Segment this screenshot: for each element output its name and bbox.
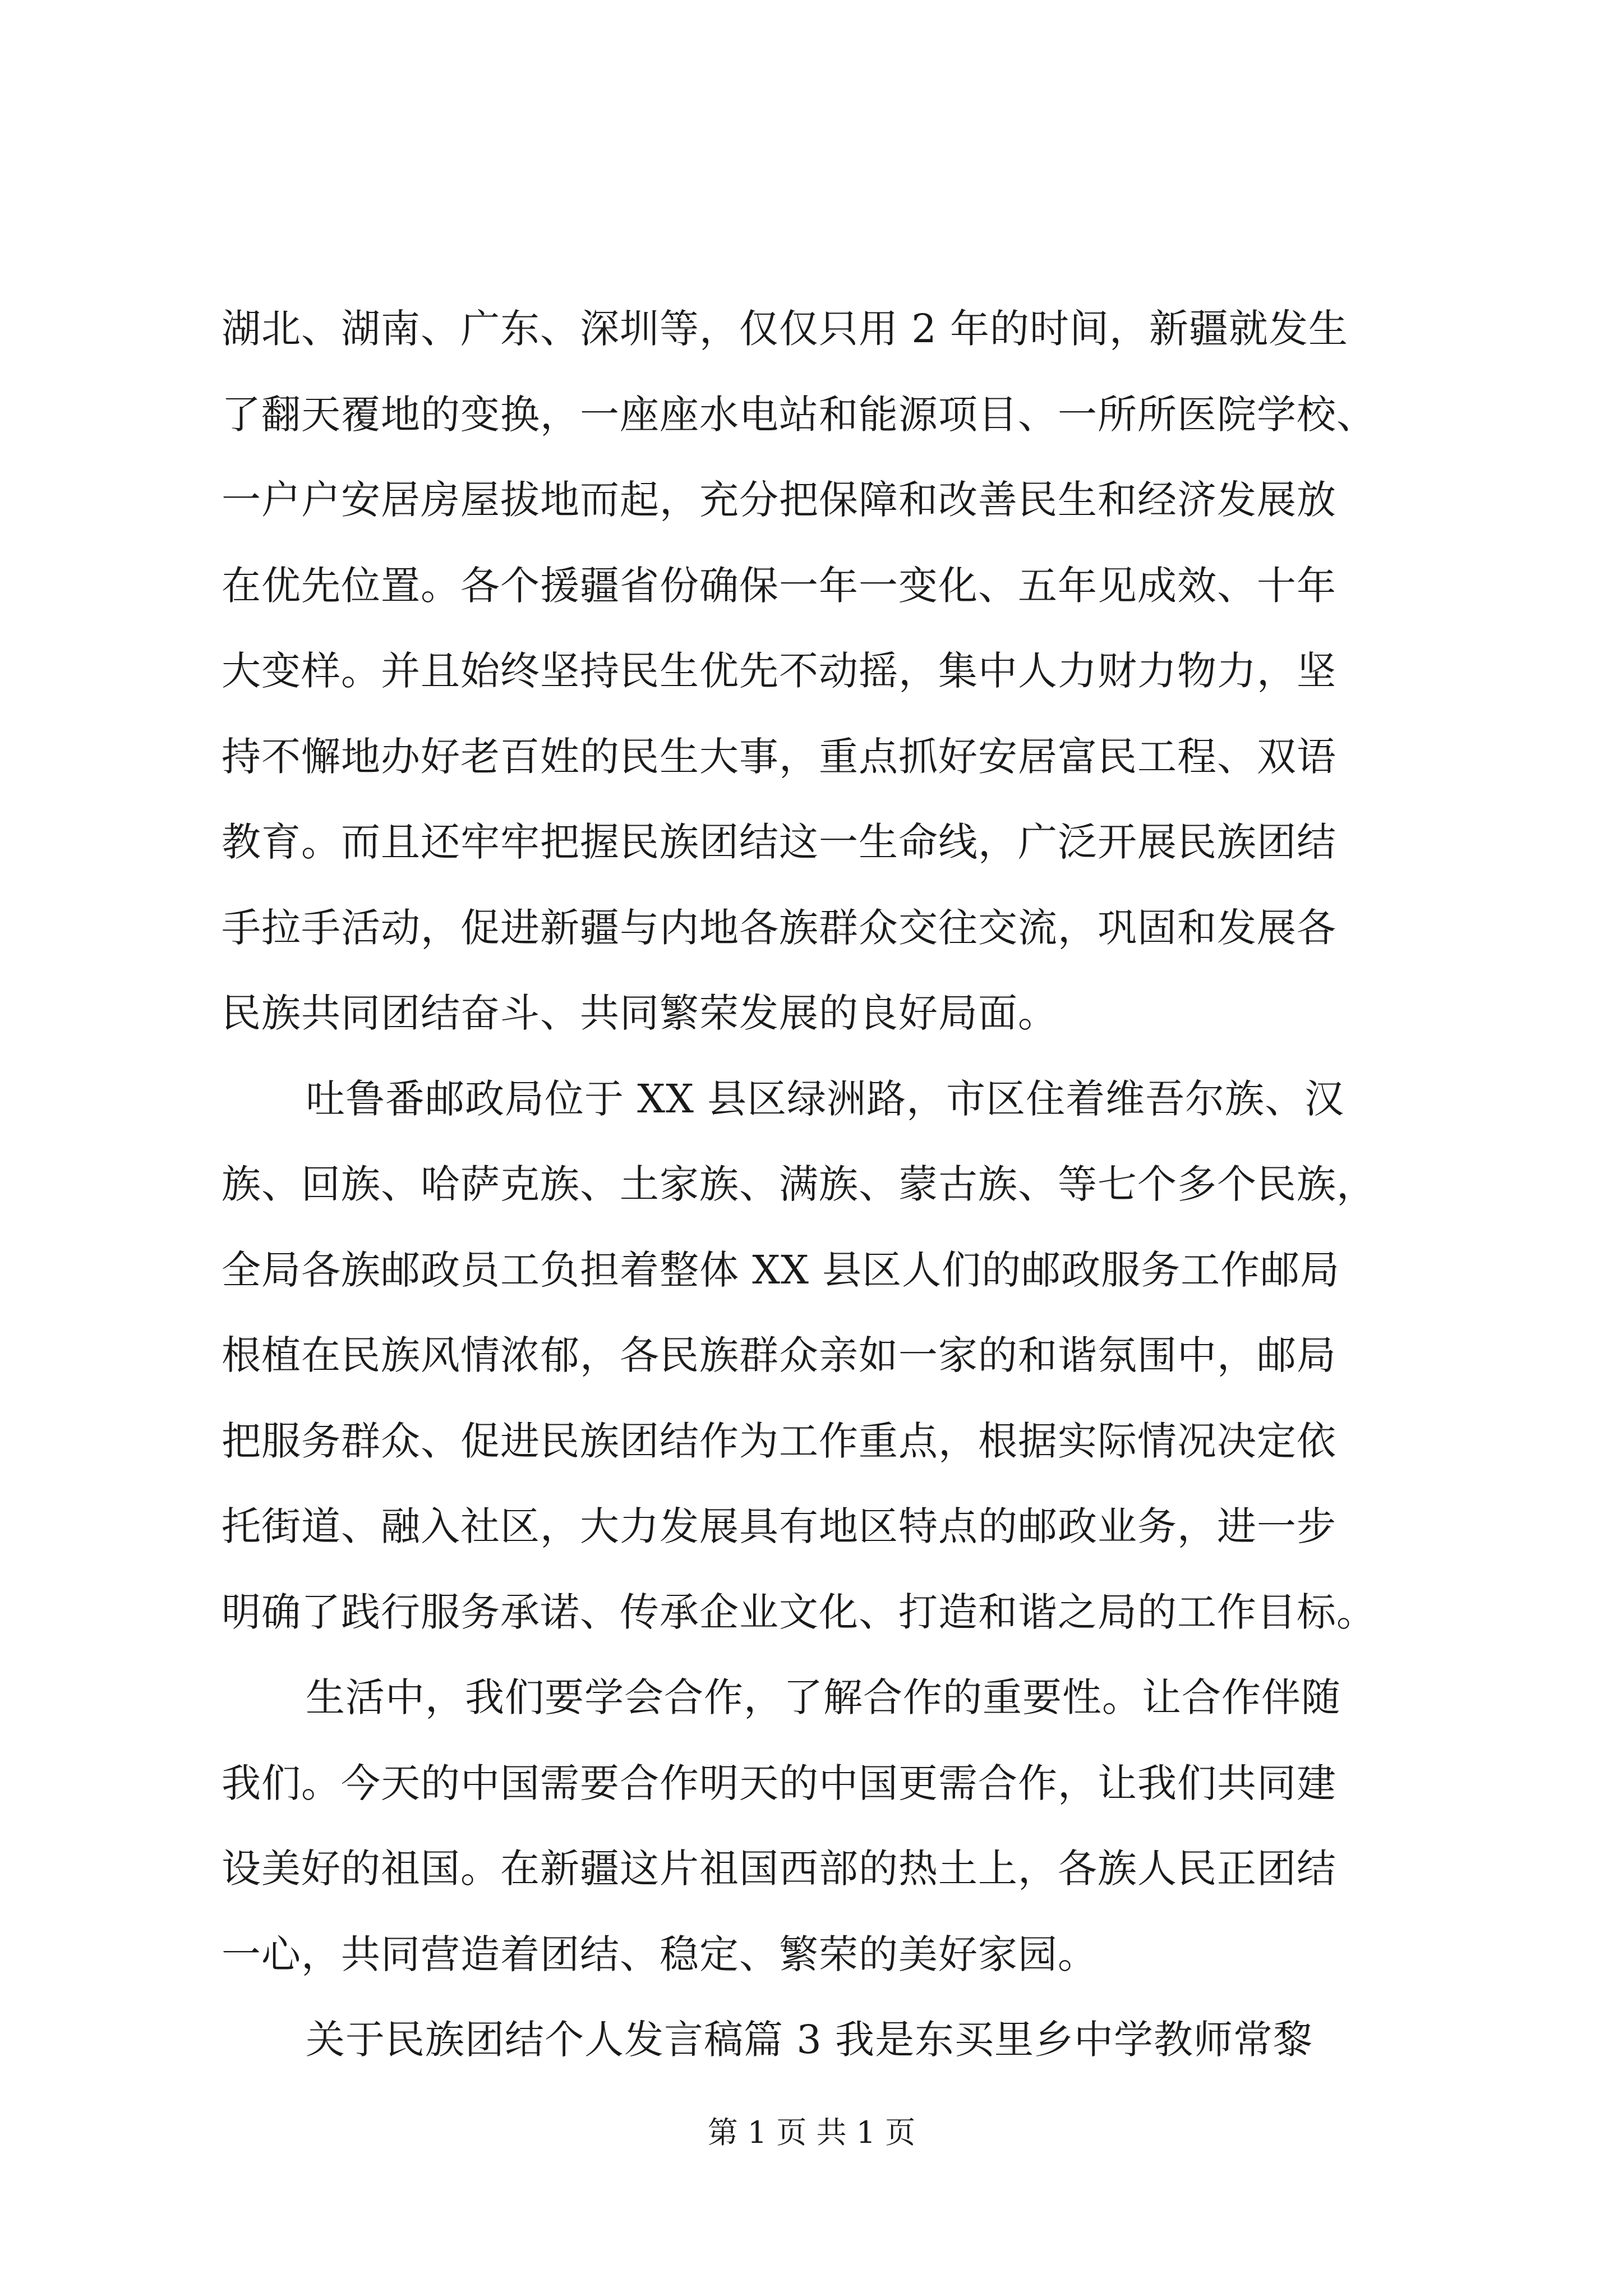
paragraph-line: 教育。而且还牢牢把握民族团结这一生命线，广泛开展民族团结 bbox=[222, 819, 1336, 865]
paragraph-line: 民族共同团结奋斗、共同繁荣发展的良好局面。 bbox=[222, 990, 1058, 1036]
page-footer bbox=[0, 2116, 1623, 2150]
paragraph-line: 湖北、湖南、广东、深圳等，仅仅只用 2 年的时间，新疆就发生 bbox=[222, 306, 1349, 352]
paragraph-line: 一户户安居房屋拔地而起，充分把保障和改善民生和经济发展放 bbox=[222, 477, 1336, 523]
page-number: 第 1 页 共 1 页 bbox=[707, 2115, 916, 2150]
paragraph-line: 手拉手活动，促进新疆与内地各族群众交往交流，巩固和发展各 bbox=[222, 904, 1336, 951]
paragraph-line: 大变样。并且始终坚持民生优先不动摇，集中人力财力物力，坚 bbox=[222, 648, 1336, 694]
paragraph-line: 根植在民族风情浓郁，各民族群众亲如一家的和谐氛围中，邮局 bbox=[222, 1332, 1336, 1378]
paragraph bbox=[222, 1056, 1410, 1655]
paragraph-line: 托街道、融入社区，大力发展具有地区特点的邮政业务，进一步 bbox=[222, 1503, 1336, 1549]
paragraph-first-line: 关于民族团结个人发言稿篇 3 我是东买里乡中学教师常黎 bbox=[306, 2017, 1313, 2063]
paragraph-line: 明确了践行服务承诺、传承企业文化、打造和谐之局的工作目标。 bbox=[222, 1589, 1376, 1635]
paragraph-line: 了翻天覆地的变换，一座座水电站和能源项目、一所所医院学校、 bbox=[222, 391, 1376, 438]
paragraph-line: 全局各族邮政员工负担着整体 XX 县区人们的邮政服务工作邮局 bbox=[222, 1246, 1340, 1293]
paragraph bbox=[222, 1655, 1410, 1997]
paragraph-line: 持不懈地办好老百姓的民生大事，重点抓好安居富民工程、双语 bbox=[222, 733, 1336, 780]
paragraph-line: 把服务群众、促进民族团结作为工作重点，根据实际情况决定依 bbox=[222, 1418, 1336, 1464]
paragraph-line: 在优先位置。各个援疆省份确保一年一变化、五年见成效、十年 bbox=[222, 562, 1336, 609]
paragraph-line: 族、回族、哈萨克族、土家族、满族、蒙古族、等七个多个民族， bbox=[222, 1161, 1376, 1207]
paragraph-first-line: 吐鲁番邮政局位于 XX 县区绿洲路，市区住着维吾尔族、汉 bbox=[306, 1075, 1345, 1122]
paragraph-first-line: 生活中，我们要学会合作，了解合作的重要性。让合作伴随 bbox=[306, 1674, 1341, 1720]
paragraph-line: 设美好的祖国。在新疆这片祖国西部的热土上，各族人民正团结 bbox=[222, 1846, 1336, 1892]
paragraph-line: 一心，共同营造着团结、稳定、繁荣的美好家园。 bbox=[222, 1931, 1098, 1977]
document-body bbox=[222, 286, 1410, 2083]
paragraph-line: 我们。今天的中国需要合作明天的中国更需合作，让我们共同建 bbox=[222, 1760, 1336, 1806]
paragraph bbox=[222, 286, 1410, 1056]
paragraph bbox=[222, 1997, 1410, 2083]
